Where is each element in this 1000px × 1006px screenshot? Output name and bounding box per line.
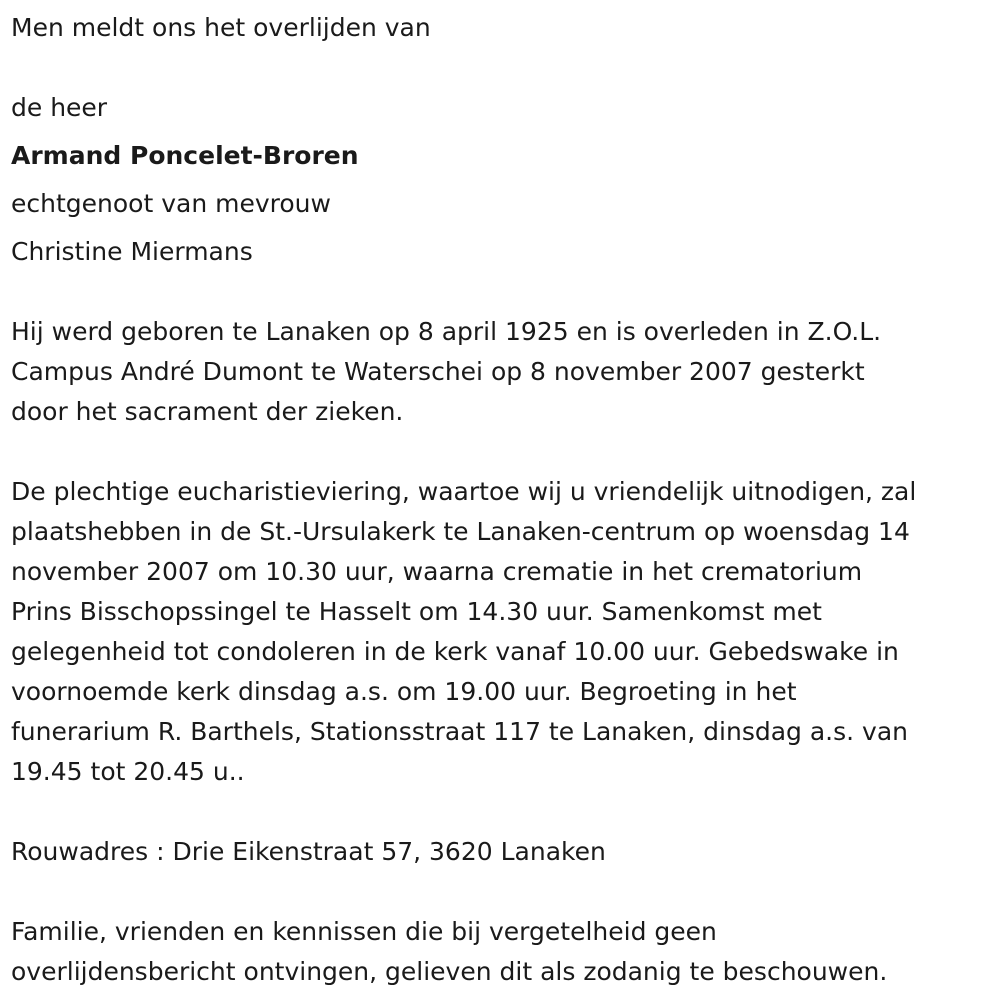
spouse-name: Christine Miermans <box>11 237 253 266</box>
honorific: de heer <box>11 93 108 122</box>
spacer <box>11 224 991 232</box>
spacer <box>11 792 991 832</box>
spacer <box>11 272 991 312</box>
paragraph-line: Campus André Dumont te Waterschei op 8 november 2007 gesterkt <box>11 357 865 386</box>
spacer <box>11 48 991 88</box>
spacer <box>11 872 991 912</box>
paragraph-line: overlijdensbericht ontvingen, gelieven dit als zodanig te beschouwen. <box>11 957 888 986</box>
paragraph-line: voornoemde kerk dinsdag a.s. om 19.00 uur. Begroeting in het <box>11 677 797 706</box>
paragraph-line: november 2007 om 10.30 uur, waarna crematie in het crematorium <box>11 557 863 586</box>
paragraph-line: plaatshebben in de St.-Ursulakerk te Lanaken-centrum op woensdag 14 <box>11 517 910 546</box>
spacer <box>11 128 991 136</box>
intro-text: Men meldt ons het overlijden van <box>11 13 431 42</box>
paragraph-line: door het sacrament der zieken. <box>11 397 404 426</box>
paragraph-line: Hij werd geboren te Lanaken op 8 april 1925 en is overleden in Z.O.L. <box>11 317 882 346</box>
paragraph-line: Prins Bisschopssingel te Hasselt om 14.30 uur. Samenkomst met <box>11 597 822 626</box>
spacer <box>11 432 991 472</box>
paragraph-line: 19.45 tot 20.45 u.. <box>11 757 245 786</box>
closing-paragraph <box>11 912 986 992</box>
relation-text: echtgenoot van mevrouw <box>11 189 331 218</box>
paragraph-line: gelegenheid tot condoleren in de kerk vanaf 10.00 uur. Gebedswake in <box>11 637 899 666</box>
spacer <box>11 176 991 184</box>
ceremony-paragraph <box>11 472 986 792</box>
paragraph-line: De plechtige eucharistieviering, waartoe wij u vriendelijk uitnodigen, zal <box>11 477 917 506</box>
paragraph-line: Familie, vrienden en kennissen die bij vergetelheid geen <box>11 917 717 946</box>
mourning-address: Rouwadres : Drie Eikenstraat 57, 3620 Lanaken <box>11 837 606 866</box>
paragraph-line: funerarium R. Barthels, Stationsstraat 117 te Lanaken, dinsdag a.s. van <box>11 717 908 746</box>
deceased-name: Armand Poncelet-Broren <box>11 141 359 170</box>
birth-death-paragraph <box>11 312 986 432</box>
